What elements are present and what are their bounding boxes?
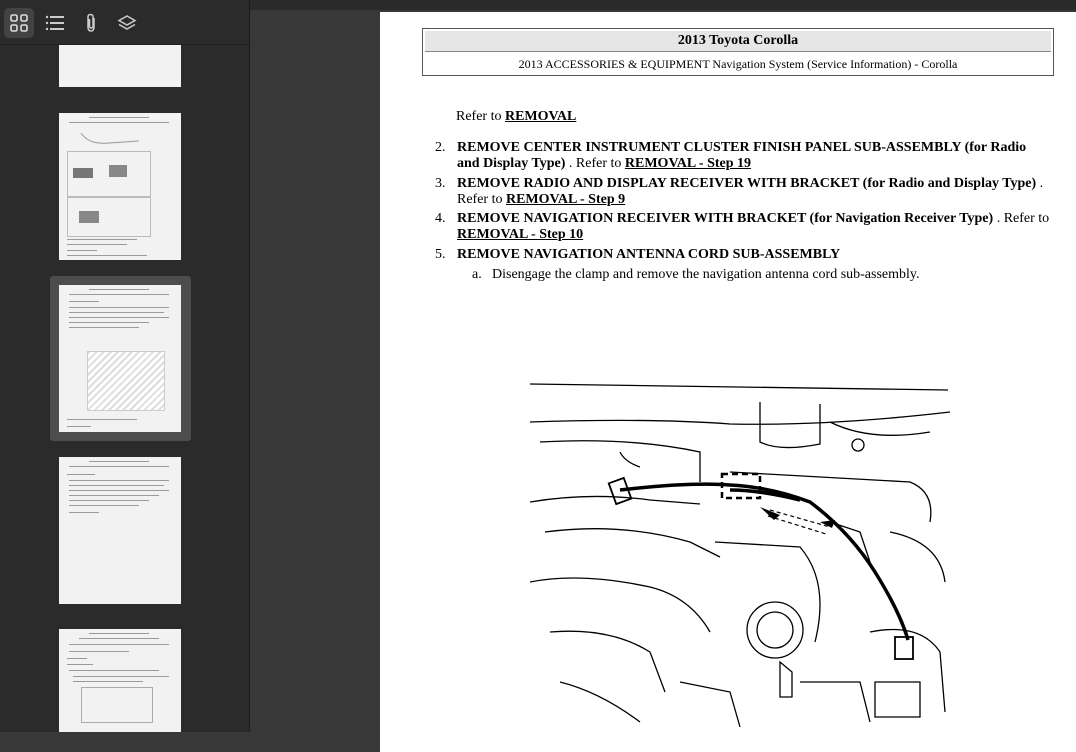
step-refer: . Refer to — [993, 211, 1050, 226]
step-link[interactable]: REMOVAL - Step 19 — [624, 156, 752, 171]
thumbnails-button[interactable] — [4, 8, 34, 38]
sidebar-toolbar — [0, 0, 249, 45]
page-thumbnail[interactable] — [59, 629, 181, 732]
attachments-button[interactable] — [76, 8, 106, 38]
step-refer: . Refer to — [457, 176, 1044, 207]
thumbnails-icon — [10, 14, 28, 32]
step-refer: . Refer to — [565, 156, 625, 171]
sidebar — [0, 0, 250, 732]
layers-icon — [117, 14, 137, 32]
step-number: 5. — [435, 247, 446, 262]
document-title: 2013 Toyota Corolla — [425, 31, 1051, 52]
step-link[interactable]: REMOVAL - Step 9 — [505, 192, 626, 207]
thumbnail-list — [0, 45, 249, 732]
step-number: 4. — [435, 211, 446, 226]
outline-icon — [45, 14, 65, 32]
substep-text: Disengage the clamp and remove the navigation antenna cord sub-assembly. — [492, 267, 920, 282]
substep-letter: a. — [472, 267, 482, 282]
outline-button[interactable] — [40, 8, 70, 38]
step-text: REMOVE RADIO AND DISPLAY RECEIVER WITH BRACKET (for Radio and Display Type) — [457, 176, 1037, 191]
page-thumbnail[interactable] — [59, 113, 181, 260]
document-page — [380, 12, 1076, 752]
step-3 — [435, 176, 1057, 208]
removal-link[interactable]: REMOVAL — [504, 109, 577, 124]
refer-prefix: Refer to — [456, 109, 505, 124]
step-number: 2. — [435, 140, 446, 155]
refer-line — [456, 109, 1056, 125]
document-subtitle: 2013 ACCESSORIES & EQUIPMENT Navigation System (Service Information) - Corolla — [518, 57, 958, 71]
step-2 — [435, 140, 1052, 172]
document-header — [422, 28, 1054, 76]
step-text: REMOVE NAVIGATION RECEIVER WITH BRACKET (for Navigation Receiver Type) — [457, 211, 994, 226]
layers-button[interactable] — [112, 8, 142, 38]
substep-a — [472, 267, 1052, 283]
viewer-top-strip — [250, 0, 1076, 10]
paperclip-icon — [83, 13, 99, 33]
step-text: REMOVE CENTER INSTRUMENT CLUSTER FINISH PANEL SUB-ASSEMBLY (for Radio and Display Type) — [457, 140, 1027, 171]
step-number: 3. — [435, 176, 446, 191]
step-text: REMOVE NAVIGATION ANTENNA CORD SUB-ASSEMBLY — [457, 247, 841, 262]
dashboard-illustration — [530, 382, 950, 732]
step-4 — [435, 211, 1052, 243]
step-5 — [435, 247, 1057, 263]
page-thumbnail[interactable] — [59, 457, 181, 604]
page-thumbnail[interactable] — [59, 45, 181, 87]
page-thumbnail-current[interactable] — [59, 285, 181, 432]
step-link[interactable]: REMOVAL - Step 10 — [457, 227, 584, 242]
